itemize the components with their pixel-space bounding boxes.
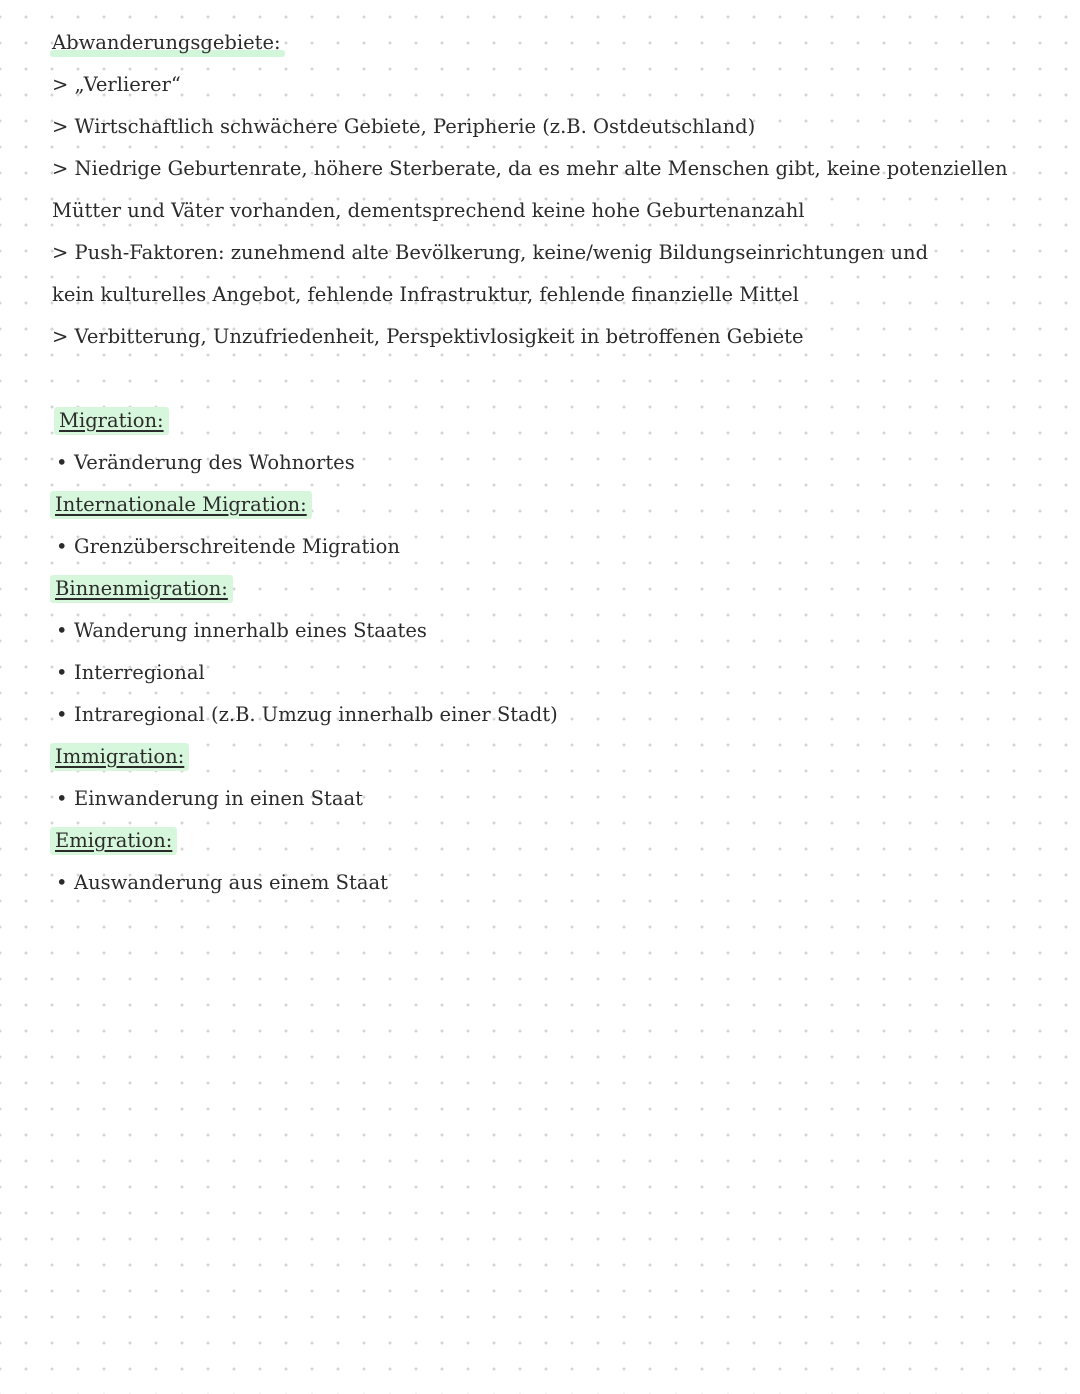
bullet-icon: •	[56, 871, 68, 894]
abwanderung-line: > Niedrige Geburtenrate, höhere Sterberate, da es mehr alte Menschen gibt, keine potenziellen	[52, 157, 1008, 180]
list-item-text: Auswanderung aus einem Staat	[74, 871, 388, 894]
bullet-icon: •	[56, 535, 68, 558]
list-item	[52, 442, 1042, 484]
bullet-icon: •	[56, 661, 68, 684]
definition-heading-line	[52, 400, 1042, 442]
binnenmigration-heading: Binnenmigration:	[50, 575, 233, 603]
list-item	[52, 778, 1042, 820]
definition-heading-line	[52, 820, 1042, 862]
abwanderung-line: > „Verlierer“	[52, 73, 181, 96]
list-item-text: Grenzüberschreitende Migration	[74, 535, 400, 558]
list-item-text: Wanderung innerhalb eines Staates	[74, 619, 427, 642]
abwanderung-line: > Verbitterung, Unzufriedenheit, Perspektivlosigkeit in betroffenen Gebiete	[52, 325, 804, 348]
list-item-text: Interregional	[74, 661, 205, 684]
internationale-migration-heading: Internationale Migration:	[50, 491, 312, 519]
list-item	[52, 526, 1042, 568]
abwanderung-line: > Push-Faktoren: zunehmend alte Bevölkerung, keine/wenig Bildungseinrichtungen und	[52, 241, 929, 264]
list-item-text: Veränderung des Wohnortes	[74, 451, 355, 474]
abwanderung-heading: Abwanderungsgebiete:	[52, 22, 281, 64]
list-item	[52, 862, 1042, 904]
bullet-icon: •	[56, 619, 68, 642]
abwanderung-line: kein kulturelles Angebot, fehlende Infrastruktur, fehlende finanzielle Mittel	[52, 283, 799, 306]
bullet-icon: •	[56, 451, 68, 474]
emigration-heading: Emigration:	[50, 827, 177, 855]
immigration-heading: Immigration:	[50, 743, 189, 771]
note-page	[52, 22, 1042, 904]
spacer	[52, 358, 1042, 400]
abwanderung-heading-line	[52, 22, 1042, 64]
abwanderung-line: > Wirtschaftlich schwächere Gebiete, Peripherie (z.B. Ostdeutschland)	[52, 115, 756, 138]
bullet-icon: •	[56, 787, 68, 810]
abwanderung-line: Mütter und Väter vorhanden, dementsprechend keine hohe Geburtenanzahl	[52, 199, 805, 222]
list-item-text: Intraregional (z.B. Umzug innerhalb einer Stadt)	[74, 703, 558, 726]
list-item	[52, 694, 1042, 736]
definition-heading-line	[52, 736, 1042, 778]
list-item	[52, 610, 1042, 652]
definition-heading-line	[52, 568, 1042, 610]
list-item	[52, 652, 1042, 694]
definition-heading-line	[52, 484, 1042, 526]
list-item-text: Einwanderung in einen Staat	[74, 787, 363, 810]
migration-heading: Migration:	[54, 407, 169, 435]
bullet-icon: •	[56, 703, 68, 726]
